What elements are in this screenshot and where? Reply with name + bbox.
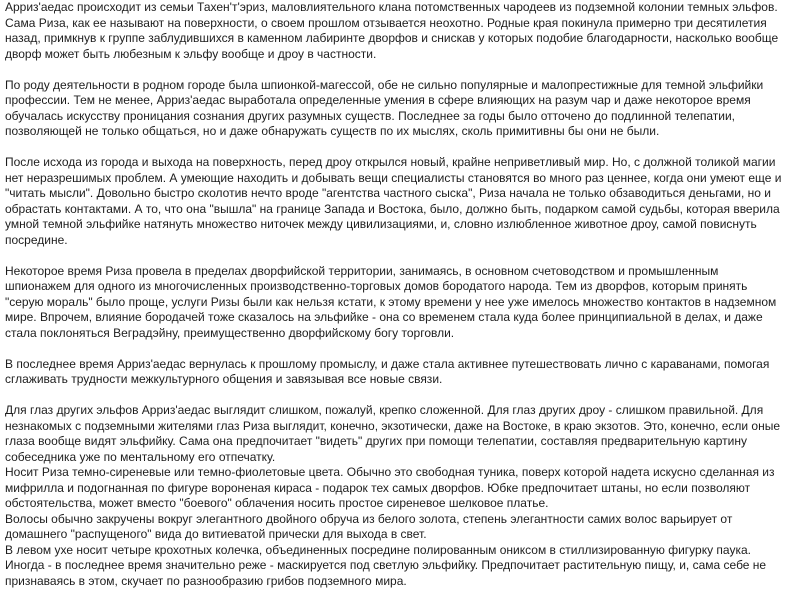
paragraph-clothing: Носит Риза темно-сиреневые или темно-фиолетовые цвета. Обычно это свободная туника, поверх которой надета искусно сделанная из мифрилла и подогнанная по фигуре вороненая кираса - подарок тех самых дворфов. Юбке предпочитает штаны, но если позволяют обстоятельства, может вместо "боевого" облачения носить простое сиреневое шелковое платье. — [5, 465, 775, 510]
paragraph-spacer — [5, 248, 783, 264]
paragraph-spacer — [5, 388, 783, 404]
paragraph-disguise: Иногда - в последнее время значительно реже - маскируется под светлую эльфийку. Предпочитает растительную пищу, и, сама себе не признаваясь в этом, скучает по разнообразию грибов подземного мира. — [5, 558, 767, 588]
paragraph-origin: Арриз'аедас происходит из семьи Тахен'т'эриз, маловлиятельного клана потомственных чародеев из подземной колонии темных эльфов. Сама Риза, как ее называют на поверхности, о своем прошлом отзывается неохотно. Родные края покинула примерно три десятилетия назад, примкнув к группе заблудившихся в каменном лабиринте дворфов и снискав у которых подобие благодарности, насколько вообще дворф может быть любезным к эльфу вообще и дроу в частности. — [5, 0, 779, 61]
paragraph-surface-life: После исхода из города и выхода на поверхность, перед дроу открылся новый, крайне неприветливый мир. Но, с должной толикой магии нет неразрешимых проблем. А умеющие находить и добывать вещи специалисты становятся во много раз ценнее, когда они умеют еще и "читать мысли". Довольно быстро сколотив нечто вроде "агентства частного сыска", Риза начала не только обзаводиться деньгами, но и обрастать контактами. А то, что она "вышла" на границе Запада и Востока, было, должно быть, подарком самой судьбы, которая вверила умной темной эльфийке натянуть множество ниточек между цивилизациями, и, словно излюбленное животное дроу, самой повиснуть посредине. — [5, 155, 782, 247]
paragraph-profession: По роду деятельности в родном городе была шпионкой-магессой, обе не сильно популярные и малопрестижные для темной эльфийки профессии. Тем не менее, Арриз'аедас выработала определенные умения в сфере влияющих на разум чар и даже некоторое время обучалась искусству проницания сознания других разумных существ. Последнее за годы было отточено до подлинной телепатии, позволяющей не только общаться, но и даже обнаружать существ по их мыслях, сколь примитивны бы они не были. — [5, 77, 764, 138]
paragraph-appearance: Для глаз других эльфов Арриз'аедас выглядит слишком, пожалуй, крепко сложенной. Для глаз других дроу - слишком правильной. Для незнакомых с подземными жителями глаз Риза выглядит, конечно, экзотически, даже на Востоке, в краю экзотов. Это, конечно, если оные глаза вообще видят эльфийку. Сама она предпочитает "видеть" других при помощи телепатии, составляя предварительную картину собеседника уже по ментальному его отпечатку. — [5, 403, 781, 464]
paragraph-spacer — [5, 62, 783, 78]
paragraph-spacer — [5, 341, 783, 357]
paragraph-spacer — [5, 140, 783, 156]
paragraph-hair: Волосы обычно закручены вокруг элегантного двойного обруча из белого золота, степень элегантности самих волос варьирует от домашнего "распущеного" вида до витиеватой прически для выхода в свет. — [5, 511, 733, 541]
paragraph-earrings: В левом ухе носит четыре крохотных колечка, объединенных посредине полированным ониксом в стиллизированную фигурку паука. — [5, 542, 751, 557]
paragraph-dwarven-period: Некоторое время Риза провела в пределах дворфийской территории, занимаясь, в основном счетоводством и промышленным шпионажем для одного из многочисленных производственно-торговых домов бородатого народа. Тем из дворфов, которым принять "серую мораль" было проще, услуги Ризы были как нельзя кстати, к этому времени у нее уже имелось множество контактов в надземном мире. Впрочем, влияние бородачей тоже сказалось на эльфийке - она со временем стала куда более принципиальной в делах, и даже стала поклоняться Веградэйну, преимущественно дворфийскому богу торговли. — [5, 263, 777, 340]
paragraph-recent-times: В последнее время Арриз'аедас вернулась к прошлому промыслу, и даже стала активнее путешествовать лично с караванами, помогая сглаживать трудности межкультурного общения и завязывая все новые связи. — [5, 356, 770, 386]
